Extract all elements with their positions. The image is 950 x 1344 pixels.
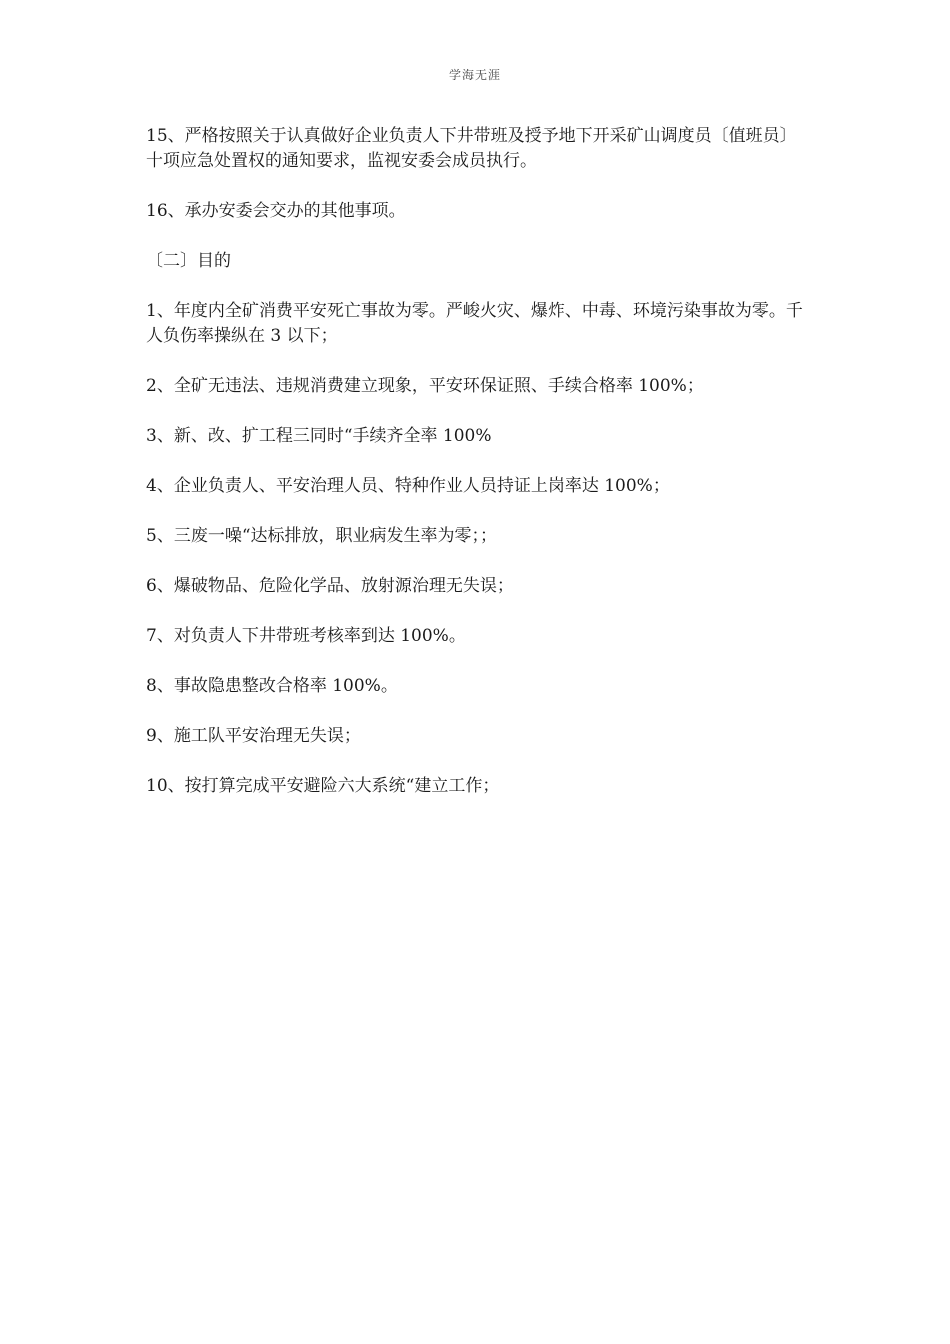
- objective-item-8: 8、事故隐患整改合格率 100%。: [146, 676, 398, 696]
- objective-item-1: 1、年度内全矿消费平安死亡事故为零。严峻火灾、爆炸、中毒、环境污染事故为零。千人负伤率操纵在 3 以下；: [146, 301, 803, 346]
- objective-item-6: 6、爆破物品、危险化学品、放射源治理无失误；: [146, 576, 514, 596]
- objective-item-9: 9、施工队平安治理无失误；: [146, 726, 361, 746]
- paragraph-item-15: 15、严格按照关于认真做好企业负责人下井带班及授予地下开采矿山调度员〔值班员〕十项应急处置权的通知要求，监视安委会成员执行。: [146, 126, 797, 171]
- page-header: 学海无涯: [448, 68, 501, 82]
- objective-item-3: 3、新、改、扩工程三同时“手续齐全率 100%: [146, 426, 492, 446]
- paragraph-item-16: 16、承办安委会交办的其他事项。: [146, 201, 406, 221]
- section-heading-objectives: 〔二〕目的: [146, 251, 231, 271]
- objective-item-7: 7、对负责人下井带班考核率到达 100%。: [146, 626, 466, 646]
- objective-item-5: 5、三废一噪“达标排放，职业病发生率为零；；: [146, 526, 498, 546]
- document-body: [146, 124, 806, 824]
- objective-item-4: 4、企业负责人、平安治理人员、特种作业人员持证上岗率达 100%；: [146, 476, 670, 496]
- objective-item-10: 10、按打算完成平安避险六大系统“建立工作；: [146, 776, 500, 796]
- objective-item-2: 2、全矿无违法、违规消费建立现象，平安环保证照、手续合格率 100%；: [146, 376, 704, 396]
